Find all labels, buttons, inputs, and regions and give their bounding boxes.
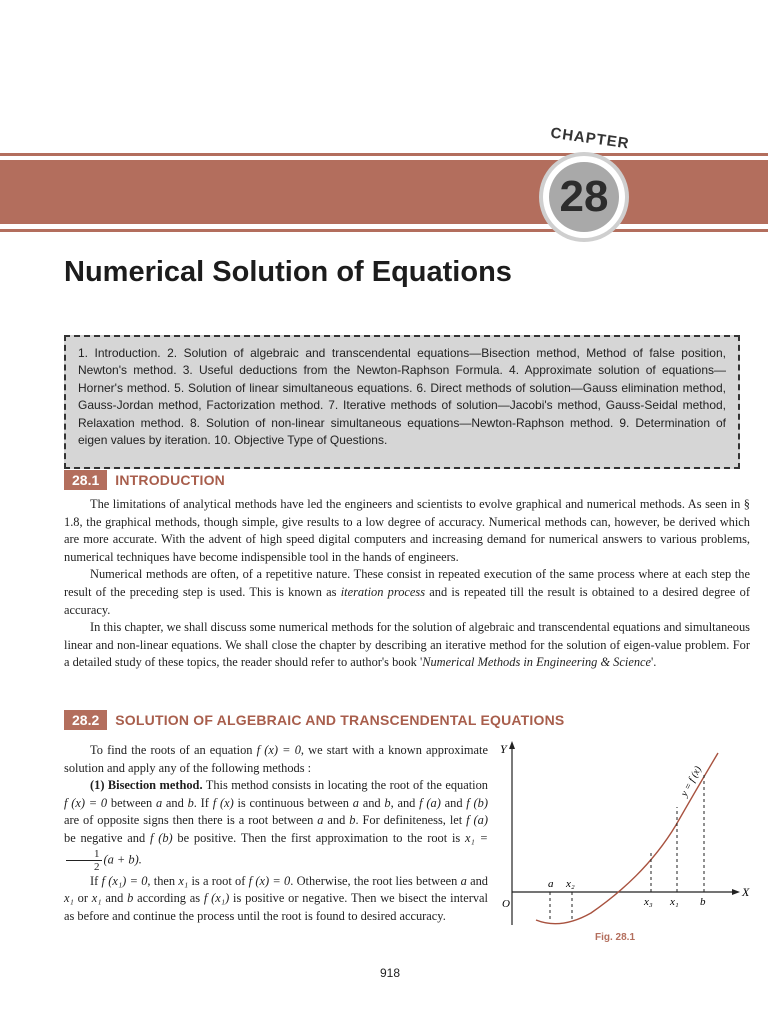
fraction: $\frac{1}{2}$ (66, 848, 102, 873)
section-title: SOLUTION OF ALGEBRAIC AND TRANSCENDENTAL EQUATIONS (115, 712, 565, 728)
point-b-label: b (700, 896, 706, 908)
section-title: INTRODUCTION (115, 472, 225, 488)
y-axis-arrow (509, 741, 515, 749)
section-number: 28.2 (64, 710, 107, 730)
y-axis-label: Y (500, 742, 507, 756)
chapter-badge (543, 156, 625, 238)
origin-label: O (502, 898, 510, 910)
paragraph: (1) Bisection method. This method consists in locating the root of the equation f (x) = 0 between a and b. If f (x) is continuous between a and b, and f (a) and f (b) are of opposite signs then there is a root between a and b. For definiteness, let f (a) be negative and f (b) be positive. Then the first approximation to the root is x₁ = $\frac{1}{2}$ (a + b). (64, 778, 488, 873)
paragraph: In this chapter, we shall discuss some numerical methods for the solution of algebraic and transcendental equations and simultaneous linear and non-linear equations. We shall close the chapter by describing an iterative method for the solution of eigen-value problem. For a detailed study of these topics, the reader should refer to author's book 'Numerical Methods in Engineering & Science'. (64, 620, 750, 670)
point-x2-label: x₂ (566, 878, 575, 890)
paragraph: To find the roots of an equation f (x) = 0, we start with a known approximate solution and apply any of the following methods : (64, 743, 488, 775)
bisection-text (64, 742, 488, 925)
introduction-text (64, 496, 750, 672)
x-axis-arrow (732, 889, 740, 895)
paragraph: Numerical methods are often, of a repetitive nature. These consist in repeated execution of the same process where at each step the result of the preceding step is used. This is known as iteration process and is repeated till the result is obtained to a desired degree of accuracy. (64, 567, 750, 617)
paragraph: If f (x₁) = 0, then x₁ is a root of f (x) = 0. Otherwise, the root lies between a and x₁ or x₁ and b according as f (x₁) is positive or negative. Then we bisect the interval as before and continue the process until the root is found to desired accuracy. (64, 873, 488, 923)
bisection-figure (496, 735, 756, 955)
book-title: Numerical Methods in Engineering & Science (422, 655, 652, 670)
method-label: (1) Bisection method. (90, 778, 203, 793)
section-heading-algebraic-equations (64, 710, 564, 730)
x-axis-label: X (742, 885, 750, 899)
paragraph: The limitations of analytical methods have led the engineers and scientists to evolve graphical and numerical methods. As seen in § 1.8, the graphical methods, though simple, give results to a low degree of accuracy. Numerical methods can, however, be derived which are more accurate. With the advent of high speed digital computers and increasing demand for numerical answers to various problems, numerical techniques have become indispensible tool in the hands of engineers. (64, 497, 750, 564)
section-number: 28.1 (64, 470, 107, 490)
header-rule-bottom (0, 229, 768, 232)
chapter-header-band (0, 160, 768, 224)
header-rule-top (0, 153, 768, 156)
point-a-label: a (548, 878, 554, 890)
point-x1-label: x₁ (670, 896, 679, 908)
chapter-contents-box: 1. Introduction. 2. Solution of algebraic and transcendental equations—Bisection method, Method of false position, Newton's method. 3. Useful deductions from the Newton-Raphson Formula. 4. Approximate solution of equations—Horner's method. 5. Solution of linear simultaneous equations. 6. Direct methods of solution—Gauss elimination method, Gauss-Jordan method, Factorization method. 7. Iterative methods of solution—Jacobi's method, Gauss-Seidal method, Relaxation method. 8. Solution of non-linear simultaneous equations—Newton-Raphson method. 9. Determination of eigen values by iteration. 10. Objective Type of Questions. (64, 335, 740, 469)
chapter-label: CHAPTER (549, 124, 631, 153)
chapter-number: 28 (549, 162, 619, 232)
section-heading-introduction (64, 470, 225, 490)
curve-label: y = f (x) (678, 764, 704, 799)
figure-caption: Fig. 28.1 (595, 932, 636, 943)
chapter-title: Numerical Solution of Equations (64, 256, 512, 288)
page-number: 918 (379, 966, 401, 980)
emphasis: iteration process (340, 584, 426, 599)
point-x3-label: x₃ (644, 896, 653, 908)
